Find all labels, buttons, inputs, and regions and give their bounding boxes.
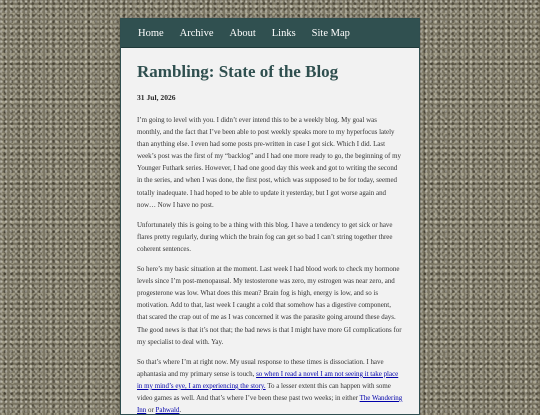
nav-link-archive[interactable]: Archive: [179, 27, 214, 39]
paragraph-text: or: [146, 406, 156, 415]
post-paragraph-4: [137, 356, 403, 415]
link-the-wandering-inn[interactable]: The Wandering Inn: [137, 393, 403, 415]
post-content: [121, 62, 419, 415]
nav-link-home[interactable]: Home: [138, 27, 164, 39]
post-paragraph-1: I’m going to level with you. I didn’t ever intend this to be a weekly blog. My goal was monthly, and the fact that I’ve been able to post weekly speaks more to my hyperfocus lately than anything else. I even had some posts pre-written in case I got sick. Which I did. Last week’s post was the first of my “backlog” and I had one more ready to go, the beginning of my Younger Futhark series. However, I had one good day this week and got to writing the second in the series, and when I was done, the first post, which was supposed to be for today, seemed totally inadequate. I had hoped to be able to update it yesterday, but I got worse again and now… Now I have no post.: [137, 116, 401, 209]
nav-link-site-map[interactable]: Site Map: [311, 27, 350, 39]
post-paragraph-3: So here’s my basic situation at the moment. Last week I had blood work to check my hormone levels since I’m post-menopausal. My testosterone was zero, my estrogen was near zero, and progesterone was low. What does this mean? Brain fog is high, energy is low, and so is motivation. Add to that, last week I caught a cold that somehow has a digestive component, that scared the crap out of me as I was concerned it was the parasite going around these days. The good news is that it’s not that; the bad news is that I might have more GI complications for my specialist to deal with. Yay.: [137, 265, 402, 346]
nav-link-links[interactable]: Links: [271, 27, 296, 39]
top-navigation: [121, 19, 419, 48]
post-paragraph-2: Unfortunately this is going to be a thing with this blog. I have a tendency to get sick or have flares pretty regularly, during which the brain fog can get so bad I can’t string together three coherent sentences.: [137, 220, 393, 253]
paragraph-text: To a lesser extent this can happen with some video games as well. And that’s where I’ve been these past two weeks; in either: [137, 381, 391, 402]
link-pahwald[interactable]: Pahwald: [155, 406, 180, 415]
nav-link-about[interactable]: About: [229, 27, 256, 39]
paragraph-text: .: [179, 406, 182, 415]
link-reading-experience[interactable]: so when I read a novel I am not seeing it take place in my mind’s eye, I am experiencing the story.: [137, 369, 399, 390]
post-date: 31 Jul, 2026: [137, 93, 176, 102]
post-title: Rambling: State of the Blog: [137, 62, 339, 81]
blog-page: [120, 18, 420, 415]
paragraph-text: So that’s where I’m at right now. My usual response to these times is dissociation. I have aphantasia and my primary sense is touch,: [137, 357, 384, 378]
